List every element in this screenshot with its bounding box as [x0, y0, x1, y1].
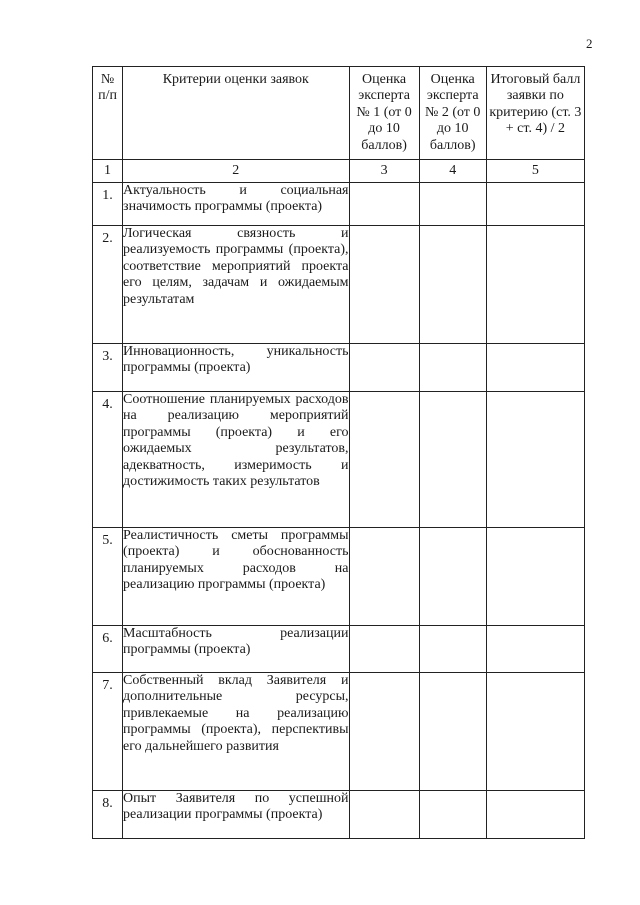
- expert1-score-cell[interactable]: [349, 673, 419, 791]
- total-score-cell[interactable]: [486, 392, 584, 528]
- expert1-score-cell[interactable]: [349, 791, 419, 839]
- criterion-text: Опыт Заявителя по успешной реализации программы (проекта): [123, 791, 349, 839]
- column-number: 5: [486, 160, 584, 183]
- table-row: [93, 226, 585, 344]
- expert1-score-cell[interactable]: [349, 344, 419, 392]
- criterion-text: Масштабность реализации программы (проекта): [123, 626, 349, 673]
- total-score-cell[interactable]: [486, 183, 584, 226]
- criterion-text: Соотношение планируемых расходов на реализацию мероприятий программы (проекта) и его ожидаемых результатов, адекватность, измеримость и достижимость таких результатов: [123, 392, 349, 528]
- criterion-text: Актуальность и социальная значимость программы (проекта): [123, 183, 349, 226]
- column-number: 2: [123, 160, 349, 183]
- table-row: [93, 183, 585, 226]
- expert2-score-cell[interactable]: [419, 673, 486, 791]
- total-score-cell[interactable]: [486, 528, 584, 626]
- row-number: 5.: [93, 528, 123, 626]
- column-number-row: [93, 160, 585, 183]
- expert1-score-cell[interactable]: [349, 226, 419, 344]
- table-header-row: [93, 67, 585, 160]
- table-row: [93, 673, 585, 791]
- table-row: [93, 528, 585, 626]
- header-criteria: Критерии оценки заявок: [123, 67, 349, 160]
- total-score-cell[interactable]: [486, 226, 584, 344]
- header-total: Итоговый балл заявки по критерию (ст. 3 + ст. 4) / 2: [486, 67, 584, 160]
- total-score-cell[interactable]: [486, 344, 584, 392]
- expert2-score-cell[interactable]: [419, 392, 486, 528]
- row-number: 3.: [93, 344, 123, 392]
- criterion-text: Реалистичность сметы программы (проекта) и обоснованность планируемых расходов на реализацию программы (проекта): [123, 528, 349, 626]
- total-score-cell[interactable]: [486, 791, 584, 839]
- column-number: 3: [349, 160, 419, 183]
- row-number: 4.: [93, 392, 123, 528]
- expert1-score-cell[interactable]: [349, 392, 419, 528]
- header-expert2: Оценка эксперта № 2 (от 0 до 10 баллов): [419, 67, 486, 160]
- criteria-table: [92, 66, 585, 839]
- row-number: 8.: [93, 791, 123, 839]
- header-expert1: Оценка эксперта № 1 (от 0 до 10 баллов): [349, 67, 419, 160]
- expert1-score-cell[interactable]: [349, 183, 419, 226]
- expert2-score-cell[interactable]: [419, 791, 486, 839]
- column-number: 4: [419, 160, 486, 183]
- page-number: 2: [586, 36, 593, 51]
- expert1-score-cell[interactable]: [349, 626, 419, 673]
- total-score-cell[interactable]: [486, 626, 584, 673]
- table-row: [93, 791, 585, 839]
- table-row: [93, 392, 585, 528]
- row-number: 6.: [93, 626, 123, 673]
- expert2-score-cell[interactable]: [419, 626, 486, 673]
- expert2-score-cell[interactable]: [419, 528, 486, 626]
- expert2-score-cell[interactable]: [419, 226, 486, 344]
- criterion-text: Собственный вклад Заявителя и дополнительные ресурсы, привлекаемые на реализацию программы (проекта), перспективы его дальнейшего развития: [123, 673, 349, 791]
- expert2-score-cell[interactable]: [419, 183, 486, 226]
- criterion-text: Логическая связность и реализуемость программы (проекта), соответствие мероприятий проекта его целям, задачам и ожидаемым результатам: [123, 226, 349, 344]
- header-num: № п/п: [93, 67, 123, 160]
- table-row: [93, 626, 585, 673]
- row-number: 2.: [93, 226, 123, 344]
- criterion-text: Инновационность, уникальность программы (проекта): [123, 344, 349, 392]
- row-number: 7.: [93, 673, 123, 791]
- expert2-score-cell[interactable]: [419, 344, 486, 392]
- total-score-cell[interactable]: [486, 673, 584, 791]
- table-row: [93, 344, 585, 392]
- row-number: 1.: [93, 183, 123, 226]
- column-number: 1: [93, 160, 123, 183]
- expert1-score-cell[interactable]: [349, 528, 419, 626]
